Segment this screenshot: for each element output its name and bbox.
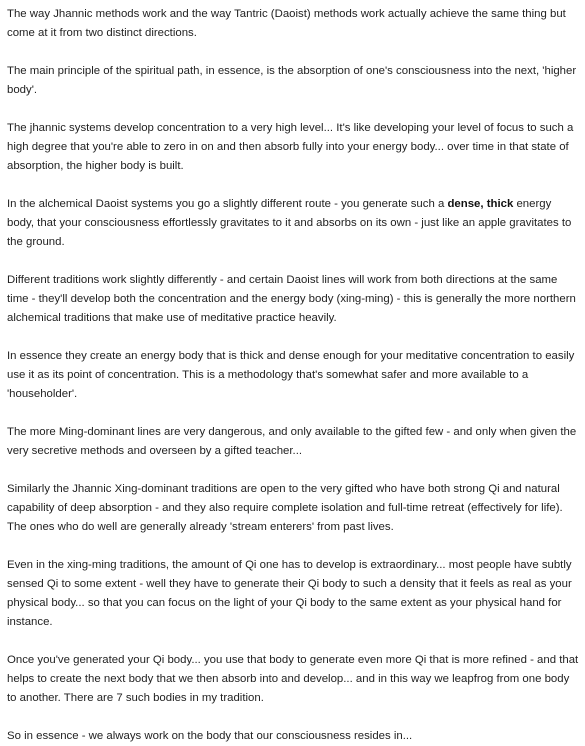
paragraph-qi-density: Even in the xing-ming traditions, the amount of Qi one has to develop is extraordinary... most people have subtly sensed Qi to some extent - well they have to generate their Qi body to such a density that it feels as real as your physical body... so that you can focus on the light of your Qi body to the same extent as your physical hand for instance. (7, 559, 572, 628)
paragraph-directions: The way Jhannic methods work and the way Tantric (Daoist) methods work actually achieve the same thing but come at it from two distinct directions. (7, 8, 566, 39)
paragraph-leapfrog-bodies: Once you've generated your Qi body... you use that body to generate even more Qi that is more refined - and that helps to create the next body that we then absorb into and develop... and in this way we leapfrog from one body to another. There are 7 such bodies in my tradition. (7, 654, 579, 704)
paragraph-xing-dominant: Similarly the Jhannic Xing-dominant traditions are open to the very gifted who have both strong Qi and natural capability of deep absorption - and they also require complete isolation and full-time retreat (effectively for life). The ones who do well are generally already 'stream enterers' from past lives. (7, 483, 563, 533)
paragraph-alchemical-text-end: energy body, that your consciousness effortlessly gravitates to it and absorbs on its own - just like an apple gravitates to the ground. (7, 198, 572, 248)
paragraph-energy-body-essence: In essence they create an energy body that is thick and dense enough for your meditative concentration to easily use it as its point of concentration. This is a methodology that's somewhat safer and more available to a 'householder'. (7, 350, 575, 400)
paragraph-alchemical-emphasis: dense, thick (447, 198, 514, 210)
paragraph-conclusion: So in essence - we always work on the body that our consciousness resides in... (7, 730, 413, 742)
paragraph-jhannic-systems: The jhannic systems develop concentration to a very high level... It's like developing your level of focus to such a high degree that you're able to zero in on and then absorb fully into your energy body... over time in that state of absorption, the higher body is built. (7, 122, 574, 172)
paragraph-different-traditions: Different traditions work slightly differently - and certain Daoist lines will work from both directions at the same time - they'll develop both the concentration and the energy body (xing-ming) - this is generally the more northern alchemical traditions that make use of meditative practice heavily. (7, 274, 576, 324)
paragraph-ming-dominant: The more Ming-dominant lines are very dangerous, and only available to the gifted few - and only when given the very secretive methods and overseen by a gifted teacher... (7, 426, 577, 457)
paragraph-alchemical-text-start: In the alchemical Daoist systems you go a slightly different route - you generate such a (7, 198, 448, 210)
paragraph-main-principle: The main principle of the spiritual path, in essence, is the absorption of one's consciousness into the next, 'higher body'. (7, 65, 577, 96)
paragraph-alchemical-daoist (7, 195, 580, 252)
